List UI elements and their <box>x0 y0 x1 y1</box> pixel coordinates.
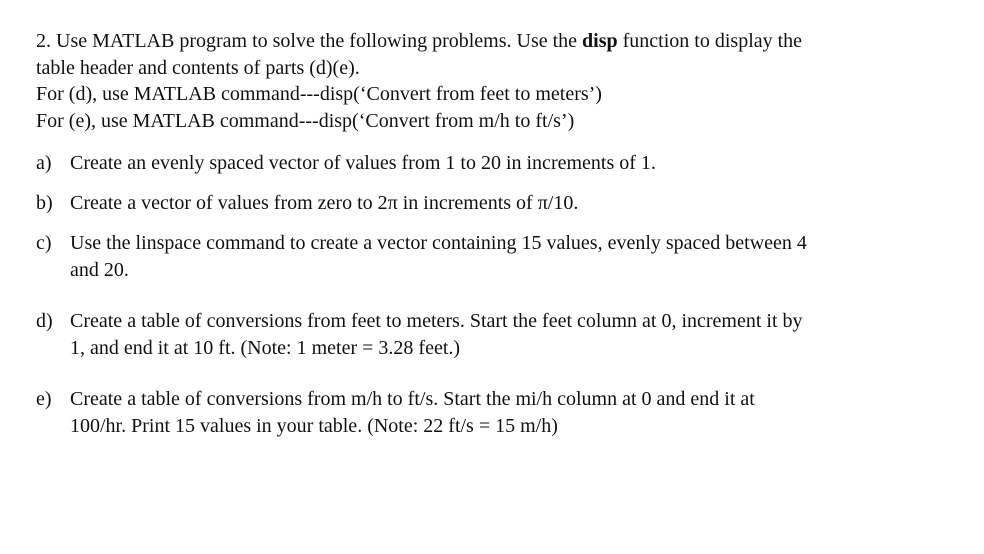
list-item-e <box>36 386 946 440</box>
item-marker: b) <box>36 192 53 214</box>
intro-line-1 <box>36 28 946 55</box>
problem-document <box>36 28 946 440</box>
disp-keyword: disp <box>582 30 618 52</box>
list-item-c <box>36 230 946 284</box>
item-text: Create a table of conversions from m/h to ft/s. Start the mi/h column at 0 and end it at <box>70 388 755 410</box>
intro-line-2: table header and contents of parts (d)(e). <box>36 56 360 79</box>
item-text: Create a table of conversions from feet to meters. Start the feet column at 0, increment it by <box>70 310 803 332</box>
item-text: Use the linspace command to create a vector containing 15 values, evenly spaced between 4 <box>70 232 807 254</box>
list-item-a <box>36 150 946 177</box>
intro-line-4: For (e), use MATLAB command---disp(‘Convert from m/h to ft/s’) <box>36 109 575 132</box>
intro-line-1-suffix: function to display the <box>617 30 803 52</box>
item-marker: e) <box>36 388 52 410</box>
item-text-continued: 1, and end it at 10 ft. (Note: 1 meter = 3.28 feet.) <box>70 337 461 359</box>
problem-intro <box>36 28 946 134</box>
item-text: Create a vector of values from zero to 2π in increments of π/10. <box>70 192 579 214</box>
item-text-continued: 100/hr. Print 15 values in your table. (Note: 22 ft/s = 15 m/h) <box>70 415 558 437</box>
intro-line-1-prefix: 2. Use MATLAB program to solve the following problems. Use the <box>36 30 583 52</box>
list-item-b <box>36 190 946 217</box>
problem-list <box>36 150 946 440</box>
list-item-d <box>36 308 946 362</box>
item-marker: a) <box>36 152 52 174</box>
intro-line-3: For (d), use MATLAB command---disp(‘Convert from feet to meters’) <box>36 83 602 105</box>
item-marker: d) <box>36 310 53 332</box>
item-marker: c) <box>36 232 52 254</box>
item-text: Create an evenly spaced vector of values from 1 to 20 in increments of 1. <box>70 152 656 174</box>
item-text-continued: and 20. <box>70 259 129 281</box>
